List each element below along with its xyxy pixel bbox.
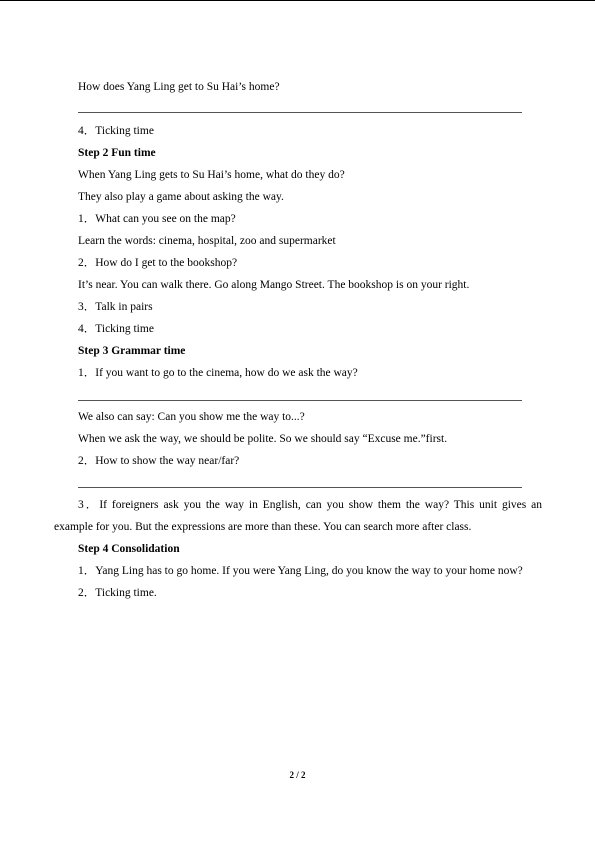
- step3-also-say: We also can say: Can you show me the way to...?: [78, 411, 305, 423]
- step3-item-2: 2．How to show the way near/far?: [78, 455, 240, 467]
- step2-item-4: 4．Ticking time: [78, 323, 154, 335]
- step2-words: Learn the words: cinema, hospital, zoo and supermarket: [78, 235, 336, 247]
- step2-question-2: They also play a game about asking the way.: [78, 191, 284, 203]
- step4-item-1: 1．Yang Ling has to go home. If you were Yang Ling, do you know the way to your home now?: [78, 565, 523, 577]
- step2-item-3: 3．Talk in pairs: [78, 301, 153, 313]
- step2-item-2: 2．How do I get to the bookshop?: [78, 257, 238, 269]
- top-border: [0, 0, 595, 1]
- step4-heading: Step 4 Consolidation: [78, 543, 180, 555]
- page-number: 2 / 2: [289, 770, 306, 780]
- step1-item-4: 4．Ticking time: [78, 125, 154, 137]
- step2-question-1: When Yang Ling gets to Su Hai’s home, what do they do?: [78, 169, 345, 181]
- answer-line: [78, 400, 522, 401]
- question-how-get: How does Yang Ling get to Su Hai’s home?: [78, 81, 280, 93]
- step3-polite: When we ask the way, we should be polite. So we should say “Excuse me.”first.: [78, 433, 448, 445]
- step2-heading: Step 2 Fun time: [78, 147, 156, 159]
- step2-answer: It’s near. You can walk there. Go along Mango Street. The bookshop is on your right.: [78, 279, 470, 291]
- step2-item-1: 1．What can you see on the map?: [78, 213, 236, 225]
- answer-line: [78, 112, 522, 113]
- step3-item-3: 3．If foreigners ask you the way in English, can you show them the way? This unit gives an example for you. But the expressions are more than these. You can search more after class.: [54, 499, 542, 533]
- step4-item-2: 2．Ticking time.: [78, 587, 157, 599]
- answer-line: [78, 487, 522, 488]
- step3-item-1: 1．If you want to go to the cinema, how do we ask the way?: [78, 367, 358, 379]
- step3-heading: Step 3 Grammar time: [78, 345, 186, 357]
